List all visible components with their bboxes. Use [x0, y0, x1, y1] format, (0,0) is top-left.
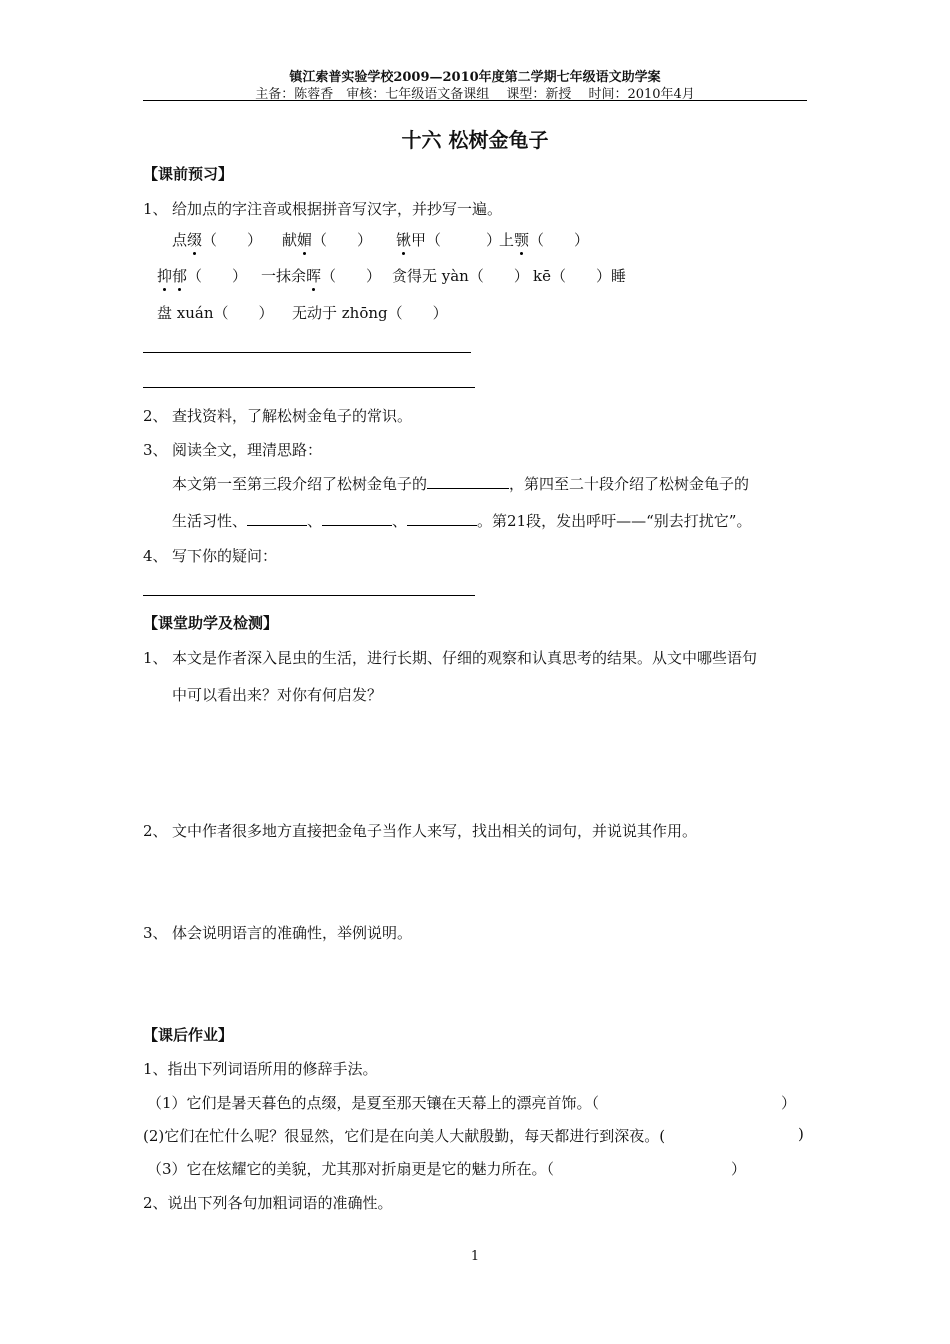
fill-blank: [247, 511, 307, 526]
word-item-4: 上颚（ ）: [499, 231, 590, 249]
answer-paren-close-1: ）: [781, 1094, 797, 1112]
classroom-q2-number: 2、: [143, 822, 168, 840]
fill-blank: [427, 474, 509, 489]
preview-q3-text: 阅读全文，理清思路：: [172, 441, 323, 459]
classroom-q2-text: 文中作者很多地方直接把金龟子当作人来写，找出相关的词句，并说说其作用。: [172, 822, 698, 840]
word-item-5: 抑郁（ ）: [157, 267, 248, 285]
fill-blank: [407, 511, 477, 526]
dotted-char: 媚: [297, 231, 313, 249]
word-item-6: 一抹余晖（ ）: [261, 267, 382, 285]
copy-line-2: [143, 387, 475, 388]
word-item-2: 献媚（ ）: [282, 231, 373, 249]
dotted-char: 锹: [396, 231, 412, 249]
meta-line: 主备：陈蓉香 审核：七年级语文备课组 课型：新授 时间：2010年4月: [255, 87, 695, 102]
outline-line-2: 生活习性、 、 、 。第21段，发出呼吁——“别去打扰它”。: [172, 512, 752, 530]
preview-q3-number: 3、: [143, 441, 168, 459]
fill-blank: [322, 511, 392, 526]
preview-q2-number: 2、: [143, 407, 168, 425]
homework-heading: 【课后作业】: [143, 1026, 234, 1044]
copy-line-1: [143, 352, 471, 353]
classroom-q3-number: 3、: [143, 924, 168, 942]
word-item-3: 锹甲（ ）: [396, 231, 502, 249]
preview-q4-number: 4、: [143, 547, 168, 565]
preview-q2-text: 查找资料，了解松树金龟子的常识。: [172, 407, 413, 425]
dotted-char: 晖: [306, 267, 322, 285]
question-line: [143, 595, 475, 596]
word-item-1: 点缀（ ）: [172, 231, 263, 249]
word-item-7: 贪得无 yàn（ ）: [392, 267, 529, 285]
classroom-q1-line2: 中可以看出来？对你有何启发？: [172, 686, 383, 704]
preview-q1-number: 1、: [143, 200, 168, 218]
dotted-char: 缀: [187, 231, 203, 249]
preview-q1-text: 给加点的字注音或根据拼音写汉字，并抄写一遍。: [172, 200, 503, 218]
dotted-char: 郁: [172, 267, 188, 285]
header-divider: [143, 100, 807, 101]
homework-q2: 2、说出下列各句加粗词语的准确性。: [143, 1194, 393, 1212]
school-header: 镇江索普实验学校2009—2010年度第二学期七年级语文助学案: [289, 70, 661, 85]
preview-q4-text: 写下你的疑问：: [172, 547, 278, 565]
homework-sentence-3: （3）它在炫耀它的美貌，尤其那对折扇更是它的魅力所在。（: [147, 1160, 555, 1178]
classroom-q3-text: 体会说明语言的准确性，举例说明。: [172, 924, 413, 942]
dotted-char: 颚: [514, 231, 530, 249]
lesson-title: 十六 松树金龟子: [401, 128, 549, 152]
answer-paren-close-3: ）: [731, 1160, 747, 1178]
homework-q1: 1、指出下列词语所用的修辞手法。: [143, 1060, 378, 1078]
page-number: 1: [470, 1249, 480, 1264]
word-item-8: kē（ ）睡: [533, 267, 626, 285]
outline-line-1: 本文第一至第三段介绍了松树金龟子的 ，第四至二十段介绍了松树金龟子的: [172, 475, 750, 493]
answer-paren-close-2: ): [798, 1125, 804, 1143]
classroom-heading: 【课堂助学及检测】: [143, 614, 279, 632]
classroom-q1-line1: 本文是作者深入昆虫的生活，进行长期、仔细的观察和认真思考的结果。从文中哪些语句: [172, 649, 758, 667]
preview-heading: 【课前预习】: [143, 165, 234, 183]
dotted-char: 抑: [157, 267, 173, 285]
homework-sentence-2: (2)它们在忙什么呢？很显然，它们是在向美人大献殷勤，每天都进行到深夜。(: [143, 1127, 666, 1145]
word-item-10: 无动于 zhōng（ ）: [292, 304, 448, 322]
classroom-q1-number: 1、: [143, 649, 168, 667]
homework-sentence-1: （1）它们是暑天暮色的点缀，是夏至那天镶在天幕上的漂亮首饰。（: [147, 1094, 600, 1112]
word-item-9: 盘 xuán（ ）: [157, 304, 274, 322]
